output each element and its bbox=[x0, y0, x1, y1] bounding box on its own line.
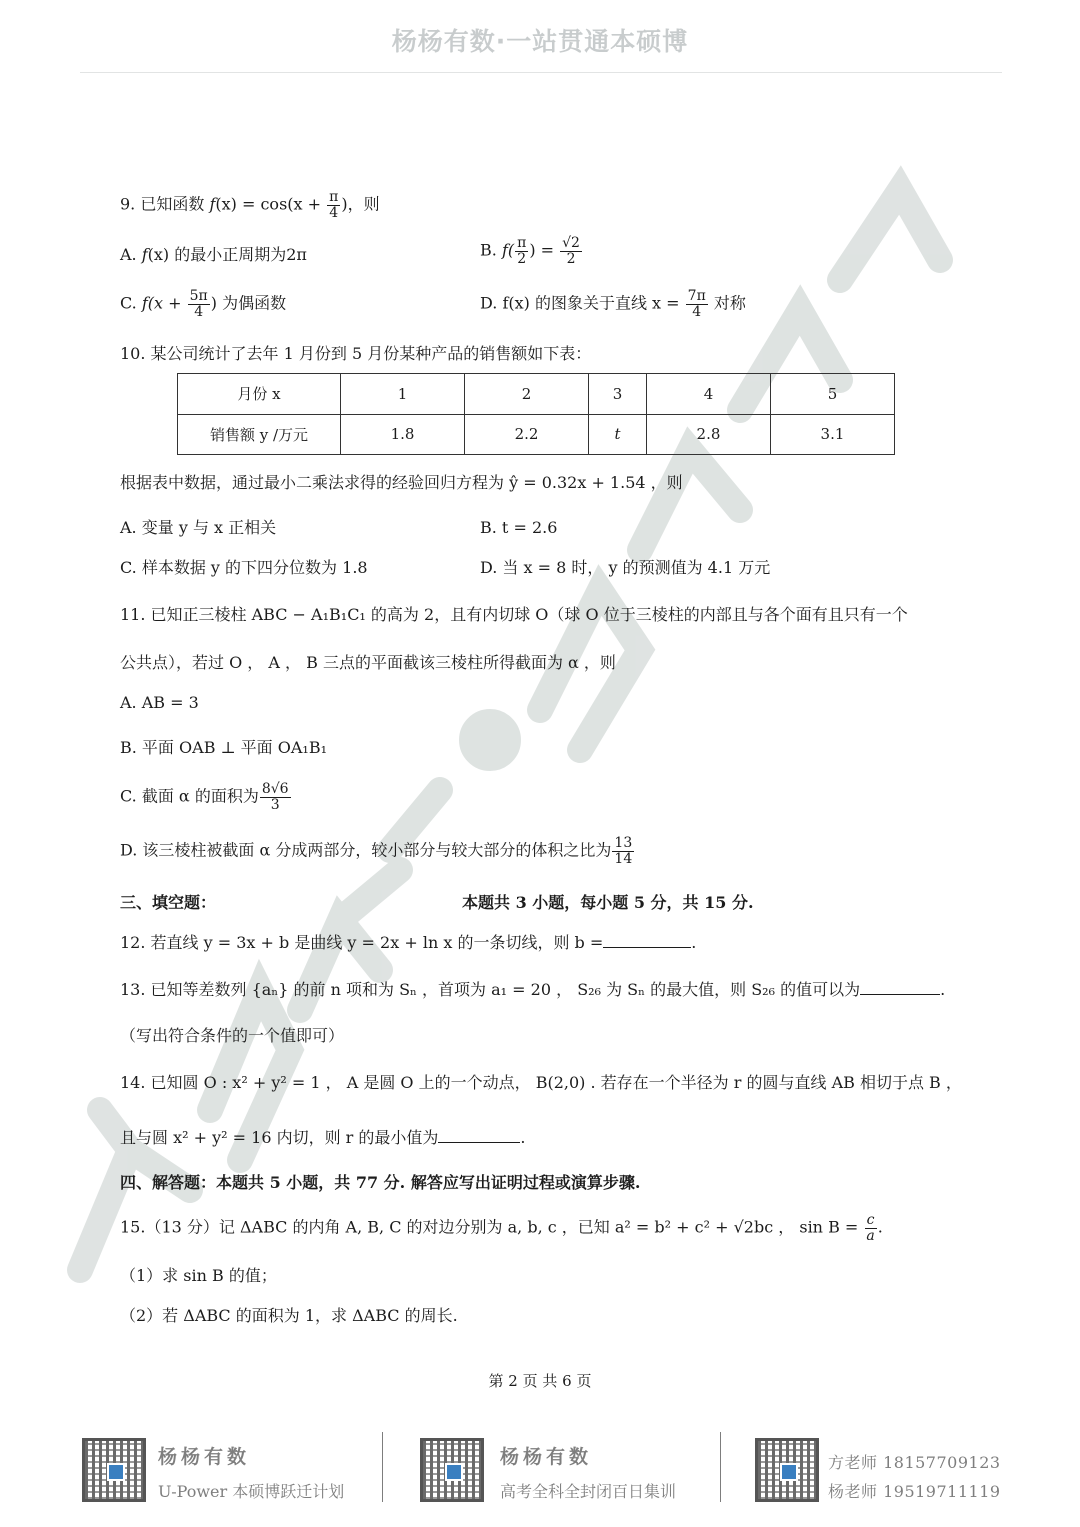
q11-option-a: A. AB = 3 bbox=[120, 693, 199, 712]
q10-regression: 根据表中数据，通过最小二乘法求得的经验回归方程为 ŷ = 0.32x + 1.54 ，则 bbox=[120, 473, 683, 492]
section-4-title: 四、解答题：本题共 5 小题，共 77 分. 解答应写出证明过程或演算步骤. bbox=[120, 1173, 641, 1192]
footer-divider bbox=[382, 1432, 383, 1502]
promo-brand-1: 杨杨有数 bbox=[158, 1446, 251, 1468]
q11-stem-line1: 11. 已知正三棱柱 ABC − A₁B₁C₁ 的高为 2，且有内切球 O（球 O 位于三棱柱的内部且与各个面有且只有一个 bbox=[120, 605, 908, 624]
sales-table bbox=[177, 373, 895, 455]
table-cell: 3.1 bbox=[770, 414, 894, 455]
q10-option-a: A. 变量 y 与 x 正相关 bbox=[120, 518, 277, 537]
q10-option-c: C. 样本数据 y 的下四分位数为 1.8 bbox=[120, 558, 368, 577]
promo-slogan-2: 高考全科全封闭百日集训 bbox=[500, 1482, 677, 1501]
q11-option-d: D. 该三棱柱被截面 α 分成两部分，较小部分与较大部分的体积之比为 $\frac{13}{14}$ bbox=[120, 835, 633, 867]
q12-text: 12. 若直线 y = 3x + b 是曲线 y = 2x + ln x 的一条切线，则 b = . bbox=[120, 933, 697, 952]
q15-stem: 15.（13 分）记 ΔABC 的内角 A, B, C 的对边分别为 a, b, c ，已知 a² = b² + c² + √2bc ， sin B = $\frac{c}{a}$ . bbox=[120, 1212, 883, 1244]
q10-option-d: D. 当 x = 8 时， y 的预测值为 4.1 万元 bbox=[480, 558, 771, 577]
promo-slogan-1: U-Power 本硕博跃迁计划 bbox=[158, 1482, 345, 1501]
promo-brand-2: 杨杨有数 bbox=[500, 1446, 593, 1468]
header-divider bbox=[80, 72, 1002, 73]
q9-option-d: D. f(x) 的图象关于直线 x = $\frac{7\pi}{4}$ 对称 bbox=[480, 288, 746, 320]
q10-stem: 10. 某公司统计了去年 1 月份到 5 月份某种产品的销售额如下表： bbox=[120, 344, 592, 363]
section-3-desc: 本题共 3 小题，每小题 5 分，共 15 分. bbox=[462, 893, 754, 912]
q13-text: 13. 已知等差数列 {aₙ} 的前 n 项和为 Sₙ ，首项为 a₁ = 20 ， S₂₆ 为 Sₙ 的最大值，则 S₂₆ 的值可以为 . bbox=[120, 980, 946, 999]
table-cell: 月份 x bbox=[178, 374, 341, 415]
table-cell: 2.8 bbox=[646, 414, 770, 455]
table-cell: 2.2 bbox=[465, 414, 589, 455]
q14-line1: 14. 已知圆 O : x² + y² = 1 ， A 是圆 O 上的一个动点， B(2,0) . 若存在一个半径为 r 的圆与直线 AB 相切于点 B ， bbox=[120, 1073, 962, 1092]
contact-1: 方老师 18157709123 bbox=[828, 1453, 1001, 1472]
footer-divider bbox=[720, 1432, 721, 1502]
page-number: 第 2 页 共 6 页 bbox=[488, 1372, 592, 1390]
q11-stem-line2: 公共点），若过 O ， A ， B 三点的平面截该三棱柱所得截面为 α ，则 bbox=[120, 653, 616, 672]
table-cell: 4 bbox=[646, 374, 770, 415]
section-3-title: 三、填空题： bbox=[120, 893, 217, 912]
q9-stem: 9. 已知函数 f(x) = cos(x + $\frac{\pi}{4}$ )，则 bbox=[120, 189, 380, 221]
q11-option-c: C. 截面 α 的面积为 $\frac{8√6}{3}$ bbox=[120, 781, 289, 813]
table-cell: 2 bbox=[465, 374, 589, 415]
q15-part-2: （2）若 ΔABC 的面积为 1，求 ΔABC 的周长. bbox=[120, 1306, 458, 1325]
table-cell: 销售额 y /万元 bbox=[178, 414, 341, 455]
table-cell: t bbox=[589, 414, 647, 455]
table-cell: 1.8 bbox=[341, 414, 465, 455]
qr-code-2 bbox=[420, 1438, 484, 1502]
table-cell: 1 bbox=[341, 374, 465, 415]
q9-option-c: C. f(x + $\frac{5\pi}{4}$ ) 为偶函数 bbox=[120, 288, 287, 320]
qr-code-1 bbox=[82, 1438, 146, 1502]
q15-part-1: （1）求 sin B 的值； bbox=[120, 1266, 277, 1285]
q13-note: （写出符合条件的一个值即可） bbox=[120, 1026, 345, 1045]
q11-option-b: B. 平面 OAB ⊥ 平面 OA₁B₁ bbox=[120, 738, 328, 757]
q14-line2: 且与圆 x² + y² = 16 内切，则 r 的最小值为 . bbox=[120, 1128, 526, 1147]
qr-code-3 bbox=[755, 1438, 819, 1502]
table-row bbox=[178, 414, 895, 455]
q10-option-b: B. t = 2.6 bbox=[480, 518, 558, 537]
header-title: 杨杨有数·一站贯通本硕博 bbox=[391, 27, 689, 56]
table-cell: 5 bbox=[770, 374, 894, 415]
table-cell: 3 bbox=[589, 374, 647, 415]
contact-2: 杨老师 19519711119 bbox=[828, 1482, 1001, 1501]
q9-option-b: B. f( $\frac{\pi}{2}$ ) = $\frac{√2}{2}$ bbox=[480, 235, 580, 267]
table-row bbox=[178, 374, 895, 415]
q9-option-a: A. f(x) 的最小正周期为2π bbox=[120, 245, 307, 264]
